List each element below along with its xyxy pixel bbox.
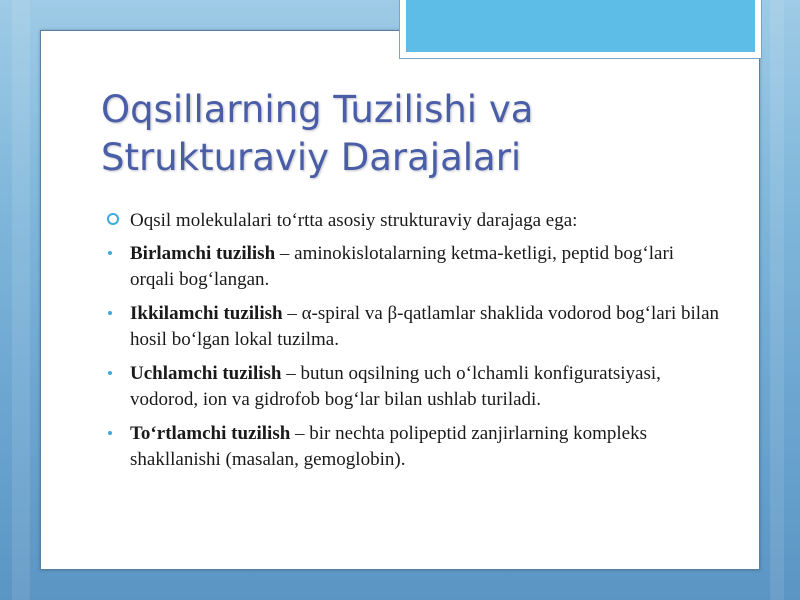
list-item — [103, 361, 723, 413]
list-item-text: – aminokislotalarning ketma-ketligi, peptid bog‘lari orqali bog‘langan. — [130, 243, 675, 290]
slide-title-line-1: Oqsillarning Tuzilishi va — [101, 88, 534, 131]
slide-title-line-2: Strukturaviy Darajalari — [101, 136, 522, 179]
dot-bullet-icon — [108, 371, 112, 375]
dot-bullet-icon — [108, 311, 112, 315]
intro-text: Oqsil molekulalari to‘rtta asosiy strukturaviy darajaga ega: — [130, 210, 578, 231]
top-accent-fill — [406, 0, 755, 52]
list-item — [103, 241, 723, 293]
background-stripe — [770, 0, 784, 600]
list-item-term: To‘rtlamchi tuzilish — [130, 423, 291, 444]
list-item-term: Ikkilamchi tuzilish — [130, 303, 283, 324]
dot-bullet-icon — [108, 251, 112, 255]
list-item-text: – bir nechta polipeptid zanjirlarning kompleks shakllanishi (masalan, gemoglobin). — [130, 423, 647, 470]
slide-content — [103, 208, 723, 481]
list-item — [103, 301, 723, 353]
list-item — [103, 421, 723, 473]
list-item-text: – butun oqsilning uch o‘lchamli konfiguratsiyasi, vodorod, ion va gidrofob bog‘lar bilan ushlab turiladi. — [130, 363, 661, 410]
list-item-term: Uchlamchi tuzilish — [130, 363, 282, 384]
intro-paragraph — [103, 208, 723, 234]
list-item-text: – α-spiral va β-qatlamlar shaklida vodorod bog‘lari bilan hosil bo‘lgan lokal tuzilma. — [130, 303, 720, 350]
slide-title — [101, 86, 721, 182]
list-item-term: Birlamchi tuzilish — [130, 243, 276, 264]
dot-bullet-icon — [108, 431, 112, 435]
top-accent-box — [399, 0, 762, 59]
background-stripe — [12, 0, 30, 600]
ring-bullet-icon — [107, 213, 119, 225]
